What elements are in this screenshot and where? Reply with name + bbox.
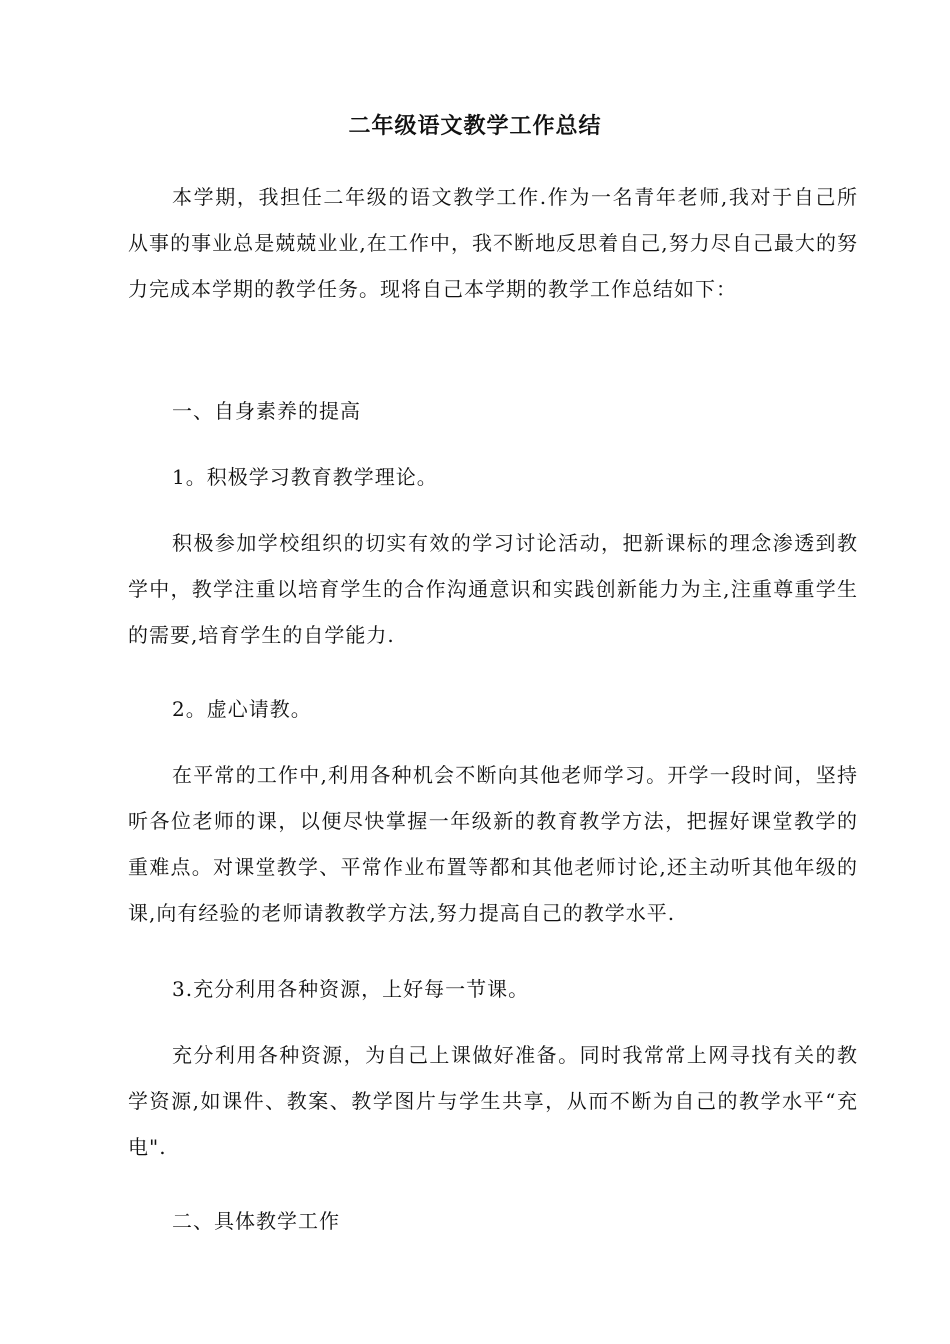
section-1-heading: 一、自身素养的提高 [172, 399, 361, 423]
item-3-heading: 3.充分利用各种资源，上好每一节课。 [172, 977, 530, 1001]
item-3-paragraph: 充分利用各种资源，为自己上课做好准备。同时我常常上网寻找有关的教学资源,如课件、教案、教学图片与学生共享，从而不断为自己的教学水平“充电". [128, 1043, 858, 1159]
item-1-paragraph: 积极参加学校组织的切实有效的学习讨论活动，把新课标的理念渗透到教学中，教学注重以培育学生的合作沟通意识和实践创新能力为主,注重尊重学生的需要,培育学生的自学能力. [128, 531, 858, 647]
item-2-heading: 2。虚心请教。 [172, 697, 312, 721]
document-title: 二年级语文教学工作总结 [348, 114, 602, 139]
section-2-heading: 二、具体教学工作 [172, 1209, 340, 1233]
item-1-heading: 1。积极学习教育教学理论。 [172, 465, 438, 489]
item-2-paragraph: 在平常的工作中,利用各种机会不断向其他老师学习。开学一段时间，坚持听各位老师的课，以便尽快掌握一年级新的教育教学方法，把握好课堂教学的重难点。对课堂教学、平常作业布置等都和其他老师讨论,还主动听其他年级的课,向有经验的老师请教教学方法,努力提高自己的教学水平. [128, 763, 858, 925]
intro-paragraph: 本学期，我担任二年级的语文教学工作.作为一名青年老师,我对于自己所从事的事业总是兢兢业业,在工作中，我不断地反思着自己,努力尽自己最大的努力完成本学期的教学任务。现将自己本学期的教学工作总结如下： [128, 185, 858, 301]
